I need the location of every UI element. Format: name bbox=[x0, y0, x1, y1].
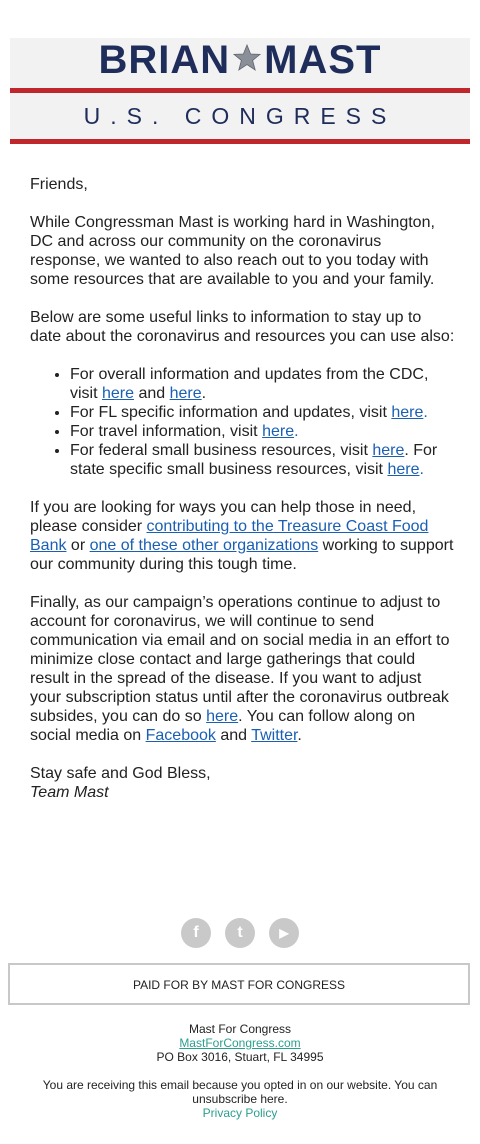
state-business-link[interactable]: here bbox=[387, 461, 420, 478]
unsubscribe-notice[interactable]: You are receiving this email because you opted in on our website. You can unsubscribe here. bbox=[42, 1078, 438, 1106]
twitter-link[interactable]: Twitter bbox=[251, 727, 298, 744]
banner-stripe-top bbox=[10, 88, 470, 93]
footer bbox=[0, 1022, 480, 1120]
subscription-text-a: Finally, as our campaign’s operations continue to adjust to account for coronavirus, we will continue to send communication via email and on social media in an effort to minimize close contact and large gatherings that could result in the spread of the disease. If you want to adjust your subscription status until after the coronavirus outbreak subsides, you can do so bbox=[30, 594, 450, 725]
paid-for-disclaimer: PAID FOR BY MAST FOR CONGRESS bbox=[8, 963, 470, 1005]
youtube-icon[interactable]: ▶ bbox=[269, 918, 299, 948]
banner-stripe-bottom bbox=[10, 139, 470, 144]
cdc-link-2[interactable]: here bbox=[169, 385, 202, 402]
state-end-text: . bbox=[419, 461, 424, 478]
footer-org: Mast For Congress bbox=[188, 1022, 292, 1036]
header-banner bbox=[10, 38, 470, 144]
closing-line: Stay safe and God Bless, bbox=[30, 765, 211, 782]
resource-list bbox=[30, 365, 455, 479]
email-body bbox=[30, 175, 455, 802]
list-item-cdc bbox=[70, 365, 455, 403]
resources-intro: Below are some useful links to information to stay up to date about the coronavirus and resources you can use also: bbox=[30, 309, 455, 345]
fl-text: For FL specific information and updates, visit bbox=[70, 404, 392, 421]
office-title: U.S. CONGRESS bbox=[83, 103, 397, 129]
cdc-end-text: . bbox=[201, 385, 207, 402]
travel-link[interactable]: here bbox=[262, 423, 295, 440]
website-link[interactable]: MastForCongress.com bbox=[179, 1036, 301, 1050]
subscription-link[interactable]: here bbox=[206, 708, 239, 725]
federal-business-link[interactable]: here bbox=[372, 442, 405, 459]
brand-logo bbox=[10, 40, 470, 80]
fl-link[interactable]: here bbox=[391, 404, 424, 421]
twitter-icon[interactable]: t bbox=[225, 918, 255, 948]
travel-end-text: . bbox=[294, 423, 299, 440]
brand-name-last: MAST bbox=[264, 38, 382, 82]
travel-text: For travel information, visit bbox=[70, 423, 263, 440]
state-business-text: . For state specific small business resources, visit bbox=[70, 442, 438, 478]
help-paragraph bbox=[30, 498, 455, 574]
social-links bbox=[0, 918, 480, 948]
cdc-and-text: and bbox=[134, 385, 170, 402]
list-item-fl bbox=[70, 403, 455, 422]
privacy-policy-link[interactable]: Privacy Policy bbox=[202, 1106, 278, 1120]
cdc-text: For overall information and updates from the CDC, visit bbox=[70, 366, 429, 402]
footer-address: PO Box 3016, Stuart, FL 34995 bbox=[156, 1050, 324, 1064]
subscription-paragraph bbox=[30, 593, 455, 745]
facebook-icon[interactable]: f bbox=[181, 918, 211, 948]
star-icon bbox=[232, 43, 262, 73]
subscription-end-text: . bbox=[297, 727, 302, 744]
help-text-b: or bbox=[66, 537, 90, 554]
help-text-c: working to support our community during this tough time. bbox=[30, 537, 454, 573]
cdc-link-1[interactable]: here bbox=[102, 385, 135, 402]
subscription-and-text: and bbox=[215, 727, 252, 744]
brand-name-first: BRIAN bbox=[98, 38, 231, 82]
subscription-text-b: . You can follow along on social media on bbox=[30, 708, 416, 744]
list-item-business bbox=[70, 441, 455, 479]
help-text-a: If you are looking for ways you can help those in need, please consider bbox=[30, 499, 417, 535]
fl-end-text: . bbox=[423, 404, 428, 421]
intro-paragraph: While Congressman Mast is working hard in Washington, DC and across our community on the coronavirus response, we wanted to also reach out to you today with some resources that are available to you and your family. bbox=[30, 214, 435, 288]
other-organizations-link[interactable]: one of these other organizations bbox=[89, 537, 319, 554]
greeting: Friends, bbox=[30, 176, 88, 193]
list-item-travel bbox=[70, 422, 455, 441]
signature: Team Mast bbox=[30, 784, 109, 801]
fed-text: For federal small business resources, visit bbox=[70, 442, 373, 459]
facebook-link[interactable]: Facebook bbox=[145, 727, 216, 744]
food-bank-link[interactable]: contributing to the Treasure Coast Food Bank bbox=[30, 518, 429, 554]
